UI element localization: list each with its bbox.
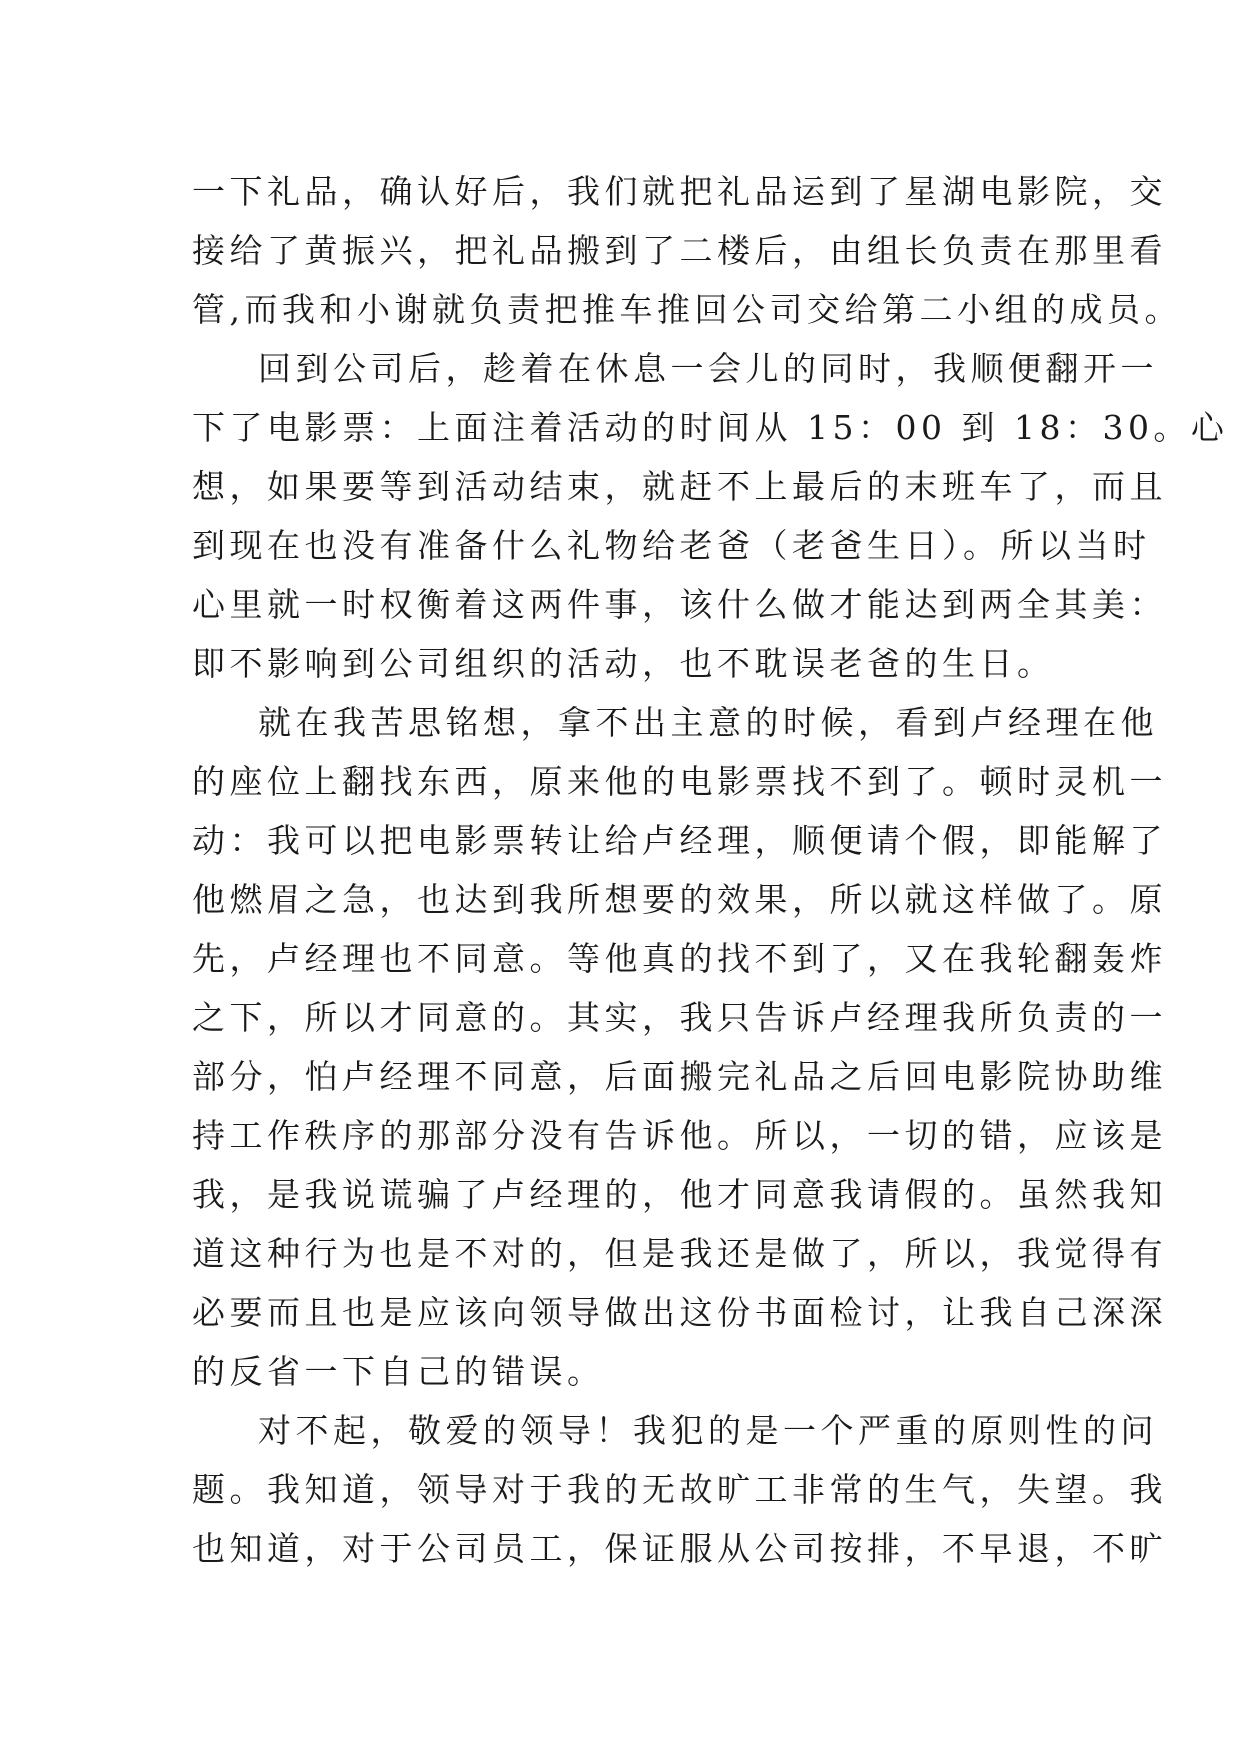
text-line: 动：我可以把电影票转让给卢经理，顺便请个假，即能解了 (192, 821, 1167, 860)
text-line: 心里就一时权衡着这两件事，该什么做才能达到两全其美： (192, 585, 1167, 624)
text-line: 的座位上翻找东西，原来他的电影票找不到了。顿时灵机一 (192, 762, 1167, 801)
text-line: 对不起，敬爱的领导！我犯的是一个严重的原则性的问 (258, 1411, 1158, 1450)
document-body (192, 162, 1229, 1578)
text-line: 部分，怕卢经理不同意，后面搬完礼品之后回电影院协助维 (192, 1057, 1167, 1096)
text-line: 题。我知道，领导对于我的无故旷工非常的生气，失望。我 (192, 1470, 1167, 1509)
text-line: 接给了黄振兴，把礼品搬到了二楼后，由组长负责在那里看 (192, 231, 1167, 270)
text-line: 之下，所以才同意的。其实，我只告诉卢经理我所负责的一 (192, 998, 1167, 1037)
text-line: 下了电影票：上面注着活动的时间从 15：00 到 18：30。心 (192, 408, 1229, 447)
text-line: 我，是我说谎骗了卢经理的，他才同意我请假的。虽然我知 (192, 1175, 1167, 1214)
text-line: 道这种行为也是不对的，但是我还是做了，所以，我觉得有 (192, 1234, 1167, 1273)
text-line: 先，卢经理也不同意。等他真的找不到了，又在我轮翻轰炸 (192, 939, 1167, 978)
text-line: 到现在也没有准备什么礼物给老爸（老爸生日）。所以当时 (192, 526, 1151, 565)
text-line: 也知道，对于公司员工，保证服从公司按排，不早退，不旷 (192, 1529, 1167, 1568)
text-line: 他燃眉之急，也达到我所想要的效果，所以就这样做了。原 (192, 880, 1167, 919)
text-line: 即不影响到公司组织的活动，也不耽误老爸的生日。 (192, 644, 1055, 683)
text-line: 的反省一下自己的错误。 (192, 1352, 605, 1391)
text-line: 回到公司后，趁着在休息一会儿的同时，我顺便翻开一 (258, 349, 1158, 388)
text-line: 持工作秩序的那部分没有告诉他。所以，一切的错，应该是 (192, 1116, 1167, 1155)
text-line: 想，如果要等到活动结束，就赶不上最后的末班车了，而且 (192, 467, 1167, 506)
text-line: 一下礼品，确认好后，我们就把礼品运到了星湖电影院，交 (192, 172, 1167, 211)
text-line: 就在我苦思铭想，拿不出主意的时候，看到卢经理在他 (258, 703, 1158, 742)
text-line: 必要而且也是应该向领导做出这份书面检讨，让我自己深深 (192, 1293, 1167, 1332)
text-line: 管,而我和小谢就负责把推车推回公司交给第二小组的成员。 (192, 290, 1182, 329)
